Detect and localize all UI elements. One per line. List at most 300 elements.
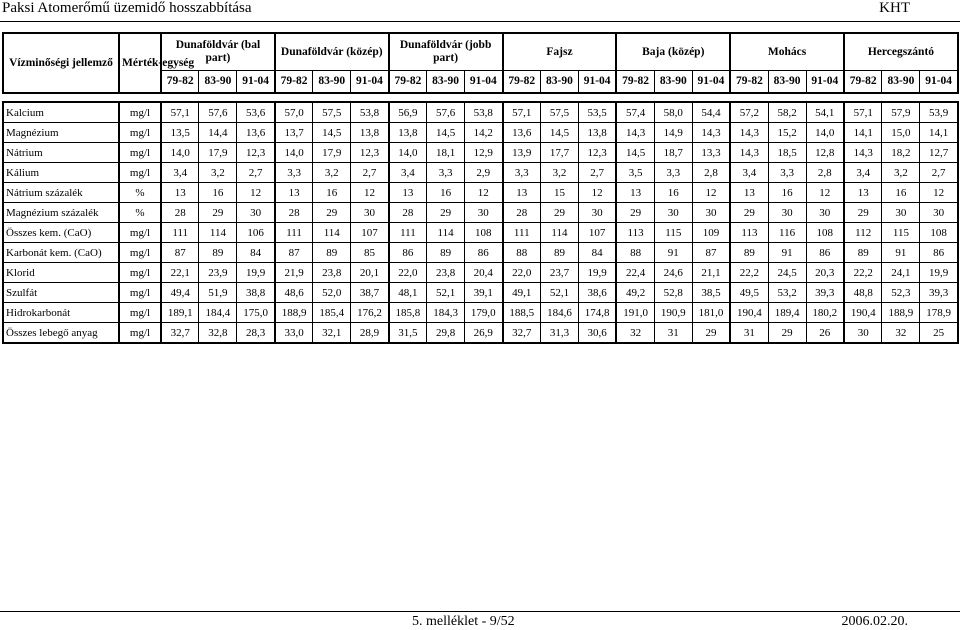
table-row <box>3 323 958 344</box>
value-cell: 114 <box>199 223 237 243</box>
value-cell: 3,3 <box>768 163 806 183</box>
value-cell: 184,6 <box>540 303 578 323</box>
value-cell: 86 <box>920 243 958 263</box>
value-cell: 114 <box>540 223 578 243</box>
value-cell: 20,1 <box>351 263 389 283</box>
value-cell: 176,2 <box>351 303 389 323</box>
value-cell: 13 <box>616 183 654 203</box>
table-row <box>3 263 958 283</box>
value-cell: 58,0 <box>654 102 692 123</box>
value-cell: 111 <box>275 223 313 243</box>
characteristic-name: Magnézium <box>3 123 119 143</box>
value-cell: 12,9 <box>465 143 503 163</box>
spacer <box>3 93 958 102</box>
value-cell: 14,3 <box>616 123 654 143</box>
value-cell: 16 <box>768 183 806 203</box>
value-cell: 113 <box>730 223 768 243</box>
value-cell: 13 <box>503 183 541 203</box>
value-cell: 22,1 <box>161 263 199 283</box>
value-cell: 180,2 <box>806 303 844 323</box>
value-cell: 108 <box>465 223 503 243</box>
value-cell: 54,4 <box>692 102 730 123</box>
value-cell: 22,0 <box>389 263 427 283</box>
value-cell: 190,9 <box>654 303 692 323</box>
value-cell: 29 <box>616 203 654 223</box>
value-cell: 84 <box>578 243 616 263</box>
value-cell: 18,7 <box>654 143 692 163</box>
period-header: 83-90 <box>654 71 692 94</box>
value-cell: 12 <box>806 183 844 203</box>
station-header: Mohács <box>730 33 844 71</box>
value-cell: 39,1 <box>465 283 503 303</box>
value-cell: 53,9 <box>920 102 958 123</box>
period-header: 83-90 <box>882 71 920 94</box>
value-cell: 21,9 <box>275 263 313 283</box>
value-cell: 12 <box>578 183 616 203</box>
value-cell: 49,4 <box>161 283 199 303</box>
value-cell: 3,3 <box>654 163 692 183</box>
value-cell: 38,7 <box>351 283 389 303</box>
characteristic-name: Nátrium <box>3 143 119 163</box>
value-cell: 108 <box>920 223 958 243</box>
value-cell: 29 <box>730 203 768 223</box>
value-cell: 184,3 <box>427 303 465 323</box>
period-header: 83-90 <box>313 71 351 94</box>
value-cell: 24,1 <box>882 263 920 283</box>
value-cell: 14,5 <box>427 123 465 143</box>
value-cell: 87 <box>692 243 730 263</box>
value-cell: 13,8 <box>578 123 616 143</box>
page-header <box>0 0 960 22</box>
value-cell: 29 <box>313 203 351 223</box>
station-header: Dunaföldvár (jobb part) <box>389 33 503 71</box>
value-cell: 32,8 <box>199 323 237 344</box>
value-cell: 188,9 <box>275 303 313 323</box>
value-cell: 14,5 <box>313 123 351 143</box>
footer-rule <box>0 611 960 612</box>
value-cell: 28 <box>275 203 313 223</box>
characteristic-name: Hidrokarbonát <box>3 303 119 323</box>
value-cell: 13,6 <box>237 123 275 143</box>
unit-cell: mg/l <box>119 243 161 263</box>
unit-cell: % <box>119 183 161 203</box>
value-cell: 28 <box>161 203 199 223</box>
value-cell: 57,6 <box>427 102 465 123</box>
value-cell: 14,1 <box>844 123 882 143</box>
value-cell: 190,4 <box>730 303 768 323</box>
value-cell: 22,2 <box>730 263 768 283</box>
period-header: 83-90 <box>199 71 237 94</box>
organization-label: KHT <box>879 0 910 16</box>
value-cell: 31,3 <box>540 323 578 344</box>
value-cell: 30 <box>465 203 503 223</box>
period-header: 91-04 <box>351 71 389 94</box>
value-cell: 48,6 <box>275 283 313 303</box>
value-cell: 16 <box>427 183 465 203</box>
value-cell: 48,1 <box>389 283 427 303</box>
value-cell: 179,0 <box>465 303 503 323</box>
value-cell: 14,5 <box>616 143 654 163</box>
value-cell: 57,6 <box>199 102 237 123</box>
value-cell: 191,0 <box>616 303 654 323</box>
value-cell: 39,3 <box>920 283 958 303</box>
value-cell: 53,6 <box>237 102 275 123</box>
period-header: 79-82 <box>389 71 427 94</box>
value-cell: 23,9 <box>199 263 237 283</box>
value-cell: 88 <box>503 243 541 263</box>
value-cell: 190,4 <box>844 303 882 323</box>
value-cell: 29 <box>540 203 578 223</box>
period-header: 79-82 <box>503 71 541 94</box>
table-body <box>3 102 958 343</box>
value-cell: 14,5 <box>540 123 578 143</box>
value-cell: 30 <box>237 203 275 223</box>
value-cell: 89 <box>313 243 351 263</box>
value-cell: 15,0 <box>882 123 920 143</box>
characteristic-name: Klorid <box>3 263 119 283</box>
period-header: 91-04 <box>578 71 616 94</box>
period-header: 79-82 <box>275 71 313 94</box>
value-cell: 19,9 <box>920 263 958 283</box>
value-cell: 2,7 <box>920 163 958 183</box>
value-cell: 114 <box>427 223 465 243</box>
value-cell: 12,3 <box>351 143 389 163</box>
value-cell: 23,8 <box>427 263 465 283</box>
value-cell: 13,6 <box>503 123 541 143</box>
value-cell: 12,8 <box>806 143 844 163</box>
value-cell: 181,0 <box>692 303 730 323</box>
value-cell: 13 <box>389 183 427 203</box>
value-cell: 29,8 <box>427 323 465 344</box>
value-cell: 3,2 <box>540 163 578 183</box>
value-cell: 52,3 <box>882 283 920 303</box>
value-cell: 13 <box>844 183 882 203</box>
value-cell: 30 <box>844 323 882 344</box>
value-cell: 107 <box>578 223 616 243</box>
value-cell: 17,9 <box>199 143 237 163</box>
table-row <box>3 243 958 263</box>
value-cell: 87 <box>161 243 199 263</box>
value-cell: 57,5 <box>540 102 578 123</box>
period-header: 83-90 <box>540 71 578 94</box>
station-header: Fajsz <box>503 33 617 71</box>
value-cell: 57,2 <box>730 102 768 123</box>
unit-cell: mg/l <box>119 263 161 283</box>
value-cell: 53,8 <box>351 102 389 123</box>
table-header <box>3 33 958 93</box>
document-date: 2006.02.20. <box>841 614 908 629</box>
value-cell: 28 <box>389 203 427 223</box>
value-cell: 185,8 <box>389 303 427 323</box>
unit-cell: mg/l <box>119 323 161 344</box>
value-cell: 19,9 <box>237 263 275 283</box>
period-header: 91-04 <box>692 71 730 94</box>
value-cell: 31 <box>730 323 768 344</box>
station-header: Dunaföldvár (közép) <box>275 33 389 71</box>
value-cell: 12,3 <box>237 143 275 163</box>
characteristic-name: Szulfát <box>3 283 119 303</box>
value-cell: 24,6 <box>654 263 692 283</box>
value-cell: 12 <box>465 183 503 203</box>
period-header: 79-82 <box>730 71 768 94</box>
value-cell: 3,2 <box>313 163 351 183</box>
value-cell: 18,2 <box>882 143 920 163</box>
value-cell: 31 <box>654 323 692 344</box>
value-cell: 116 <box>768 223 806 243</box>
value-cell: 16 <box>199 183 237 203</box>
value-cell: 39,3 <box>806 283 844 303</box>
value-cell: 108 <box>806 223 844 243</box>
value-cell: 14,3 <box>730 123 768 143</box>
value-cell: 33,0 <box>275 323 313 344</box>
value-cell: 14,3 <box>730 143 768 163</box>
value-cell: 111 <box>389 223 427 243</box>
table-row <box>3 143 958 163</box>
value-cell: 3,2 <box>199 163 237 183</box>
unit-cell: mg/l <box>119 223 161 243</box>
value-cell: 12 <box>920 183 958 203</box>
value-cell: 109 <box>692 223 730 243</box>
period-header: 79-82 <box>616 71 654 94</box>
value-cell: 14,4 <box>199 123 237 143</box>
value-cell: 52,0 <box>313 283 351 303</box>
value-cell: 22,0 <box>503 263 541 283</box>
value-cell: 85 <box>351 243 389 263</box>
value-cell: 14,0 <box>275 143 313 163</box>
table-row <box>3 123 958 143</box>
value-cell: 28,9 <box>351 323 389 344</box>
value-cell: 29 <box>427 203 465 223</box>
value-cell: 3,4 <box>844 163 882 183</box>
value-cell: 189,4 <box>768 303 806 323</box>
value-cell: 14,2 <box>465 123 503 143</box>
value-cell: 13,8 <box>389 123 427 143</box>
unit-cell: mg/l <box>119 123 161 143</box>
value-cell: 3,3 <box>427 163 465 183</box>
value-cell: 16 <box>654 183 692 203</box>
characteristic-name: Magnézium százalék <box>3 203 119 223</box>
value-cell: 28,3 <box>237 323 275 344</box>
value-cell: 30 <box>882 203 920 223</box>
value-cell: 19,9 <box>578 263 616 283</box>
page-footer <box>0 605 960 629</box>
value-cell: 86 <box>806 243 844 263</box>
unit-cell: mg/l <box>119 283 161 303</box>
value-cell: 23,8 <box>313 263 351 283</box>
period-header: 83-90 <box>768 71 806 94</box>
value-cell: 13 <box>275 183 313 203</box>
value-cell: 3,4 <box>730 163 768 183</box>
value-cell: 13,8 <box>351 123 389 143</box>
value-cell: 30 <box>806 203 844 223</box>
unit-cell: mg/l <box>119 303 161 323</box>
period-header: 91-04 <box>237 71 275 94</box>
value-cell: 20,3 <box>806 263 844 283</box>
value-cell: 49,5 <box>730 283 768 303</box>
value-cell: 178,9 <box>920 303 958 323</box>
value-cell: 25 <box>920 323 958 344</box>
table-row <box>3 102 958 123</box>
value-cell: 32,7 <box>503 323 541 344</box>
characteristic-name: Összes lebegő anyag <box>3 323 119 344</box>
value-cell: 111 <box>503 223 541 243</box>
value-cell: 89 <box>730 243 768 263</box>
value-cell: 3,4 <box>389 163 427 183</box>
value-cell: 30 <box>692 203 730 223</box>
value-cell: 91 <box>768 243 806 263</box>
period-header: 79-82 <box>844 71 882 94</box>
value-cell: 18,5 <box>768 143 806 163</box>
value-cell: 30 <box>654 203 692 223</box>
value-cell: 112 <box>844 223 882 243</box>
value-cell: 89 <box>199 243 237 263</box>
value-cell: 86 <box>465 243 503 263</box>
value-cell: 56,9 <box>389 102 427 123</box>
value-cell: 49,1 <box>503 283 541 303</box>
value-cell: 15,2 <box>768 123 806 143</box>
value-cell: 38,5 <box>692 283 730 303</box>
value-cell: 3,5 <box>616 163 654 183</box>
value-cell: 12 <box>237 183 275 203</box>
table-row <box>3 203 958 223</box>
value-cell: 91 <box>654 243 692 263</box>
value-cell: 87 <box>275 243 313 263</box>
station-header: Baja (közép) <box>616 33 730 71</box>
value-cell: 13 <box>730 183 768 203</box>
station-header: Hercegszántó <box>844 33 958 71</box>
value-cell: 53,8 <box>465 102 503 123</box>
value-cell: 16 <box>882 183 920 203</box>
value-cell: 32 <box>882 323 920 344</box>
value-cell: 57,1 <box>844 102 882 123</box>
value-cell: 12,7 <box>920 143 958 163</box>
value-cell: 57,1 <box>503 102 541 123</box>
page-number: 5. melléklet - 9/52 <box>412 614 515 629</box>
value-cell: 14,0 <box>389 143 427 163</box>
value-cell: 22,4 <box>616 263 654 283</box>
value-cell: 52,1 <box>540 283 578 303</box>
value-cell: 189,1 <box>161 303 199 323</box>
value-cell: 57,5 <box>313 102 351 123</box>
value-cell: 57,1 <box>161 102 199 123</box>
period-header: 91-04 <box>465 71 503 94</box>
value-cell: 32 <box>616 323 654 344</box>
value-cell: 12 <box>351 183 389 203</box>
header-rule <box>0 21 960 22</box>
value-cell: 17,7 <box>540 143 578 163</box>
value-cell: 31,5 <box>389 323 427 344</box>
value-cell: 107 <box>351 223 389 243</box>
value-cell: 184,4 <box>199 303 237 323</box>
value-cell: 2,7 <box>237 163 275 183</box>
value-cell: 21,1 <box>692 263 730 283</box>
characteristic-name: Kálium <box>3 163 119 183</box>
value-cell: 57,9 <box>882 102 920 123</box>
value-cell: 113 <box>616 223 654 243</box>
period-header: 79-82 <box>161 71 199 94</box>
unit-cell: mg/l <box>119 163 161 183</box>
value-cell: 23,7 <box>540 263 578 283</box>
table-row <box>3 223 958 243</box>
value-cell: 89 <box>844 243 882 263</box>
value-cell: 53,2 <box>768 283 806 303</box>
value-cell: 115 <box>654 223 692 243</box>
value-cell: 26 <box>806 323 844 344</box>
value-cell: 30,6 <box>578 323 616 344</box>
value-cell: 106 <box>237 223 275 243</box>
value-cell: 17,9 <box>313 143 351 163</box>
value-cell: 13,3 <box>692 143 730 163</box>
document-title: Paksi Atomerőmű üzemidő hosszabbítása <box>2 0 252 16</box>
value-cell: 18,1 <box>427 143 465 163</box>
value-cell: 54,1 <box>806 102 844 123</box>
value-cell: 49,2 <box>616 283 654 303</box>
value-cell: 174,8 <box>578 303 616 323</box>
value-cell: 14,0 <box>806 123 844 143</box>
value-cell: 29 <box>768 323 806 344</box>
value-cell: 88 <box>616 243 654 263</box>
table-row <box>3 163 958 183</box>
value-cell: 32,7 <box>161 323 199 344</box>
value-cell: 52,8 <box>654 283 692 303</box>
value-cell: 86 <box>389 243 427 263</box>
value-cell: 2,8 <box>806 163 844 183</box>
value-cell: 26,9 <box>465 323 503 344</box>
value-cell: 13 <box>161 183 199 203</box>
value-cell: 29 <box>199 203 237 223</box>
value-cell: 38,6 <box>578 283 616 303</box>
value-cell: 14,9 <box>654 123 692 143</box>
value-cell: 12,3 <box>578 143 616 163</box>
value-cell: 188,5 <box>503 303 541 323</box>
value-cell: 2,7 <box>578 163 616 183</box>
value-cell: 32,1 <box>313 323 351 344</box>
value-cell: 111 <box>161 223 199 243</box>
unit-cell: mg/l <box>119 102 161 123</box>
value-cell: 30 <box>351 203 389 223</box>
characteristic-name: Karbonát kem. (CaO) <box>3 243 119 263</box>
table-row <box>3 183 958 203</box>
period-header: 91-04 <box>806 71 844 94</box>
characteristic-name: Összes kem. (CaO) <box>3 223 119 243</box>
value-cell: 185,4 <box>313 303 351 323</box>
value-cell: 28 <box>503 203 541 223</box>
value-cell: 14,3 <box>692 123 730 143</box>
value-cell: 2,8 <box>692 163 730 183</box>
value-cell: 51,9 <box>199 283 237 303</box>
value-cell: 24,5 <box>768 263 806 283</box>
value-cell: 14,1 <box>920 123 958 143</box>
unit-cell: % <box>119 203 161 223</box>
characteristic-name: Kalcium <box>3 102 119 123</box>
value-cell: 20,4 <box>465 263 503 283</box>
value-cell: 29 <box>692 323 730 344</box>
value-cell: 30 <box>768 203 806 223</box>
unit-cell: mg/l <box>119 143 161 163</box>
period-header: 91-04 <box>920 71 958 94</box>
value-cell: 84 <box>237 243 275 263</box>
characteristic-header: Vízminőségi jellemző <box>3 33 119 93</box>
value-cell: 2,7 <box>351 163 389 183</box>
table-row <box>3 303 958 323</box>
value-cell: 89 <box>427 243 465 263</box>
value-cell: 188,9 <box>882 303 920 323</box>
value-cell: 57,0 <box>275 102 313 123</box>
value-cell: 91 <box>882 243 920 263</box>
value-cell: 3,4 <box>161 163 199 183</box>
value-cell: 38,8 <box>237 283 275 303</box>
station-header: Dunaföldvár (bal part) <box>161 33 275 71</box>
